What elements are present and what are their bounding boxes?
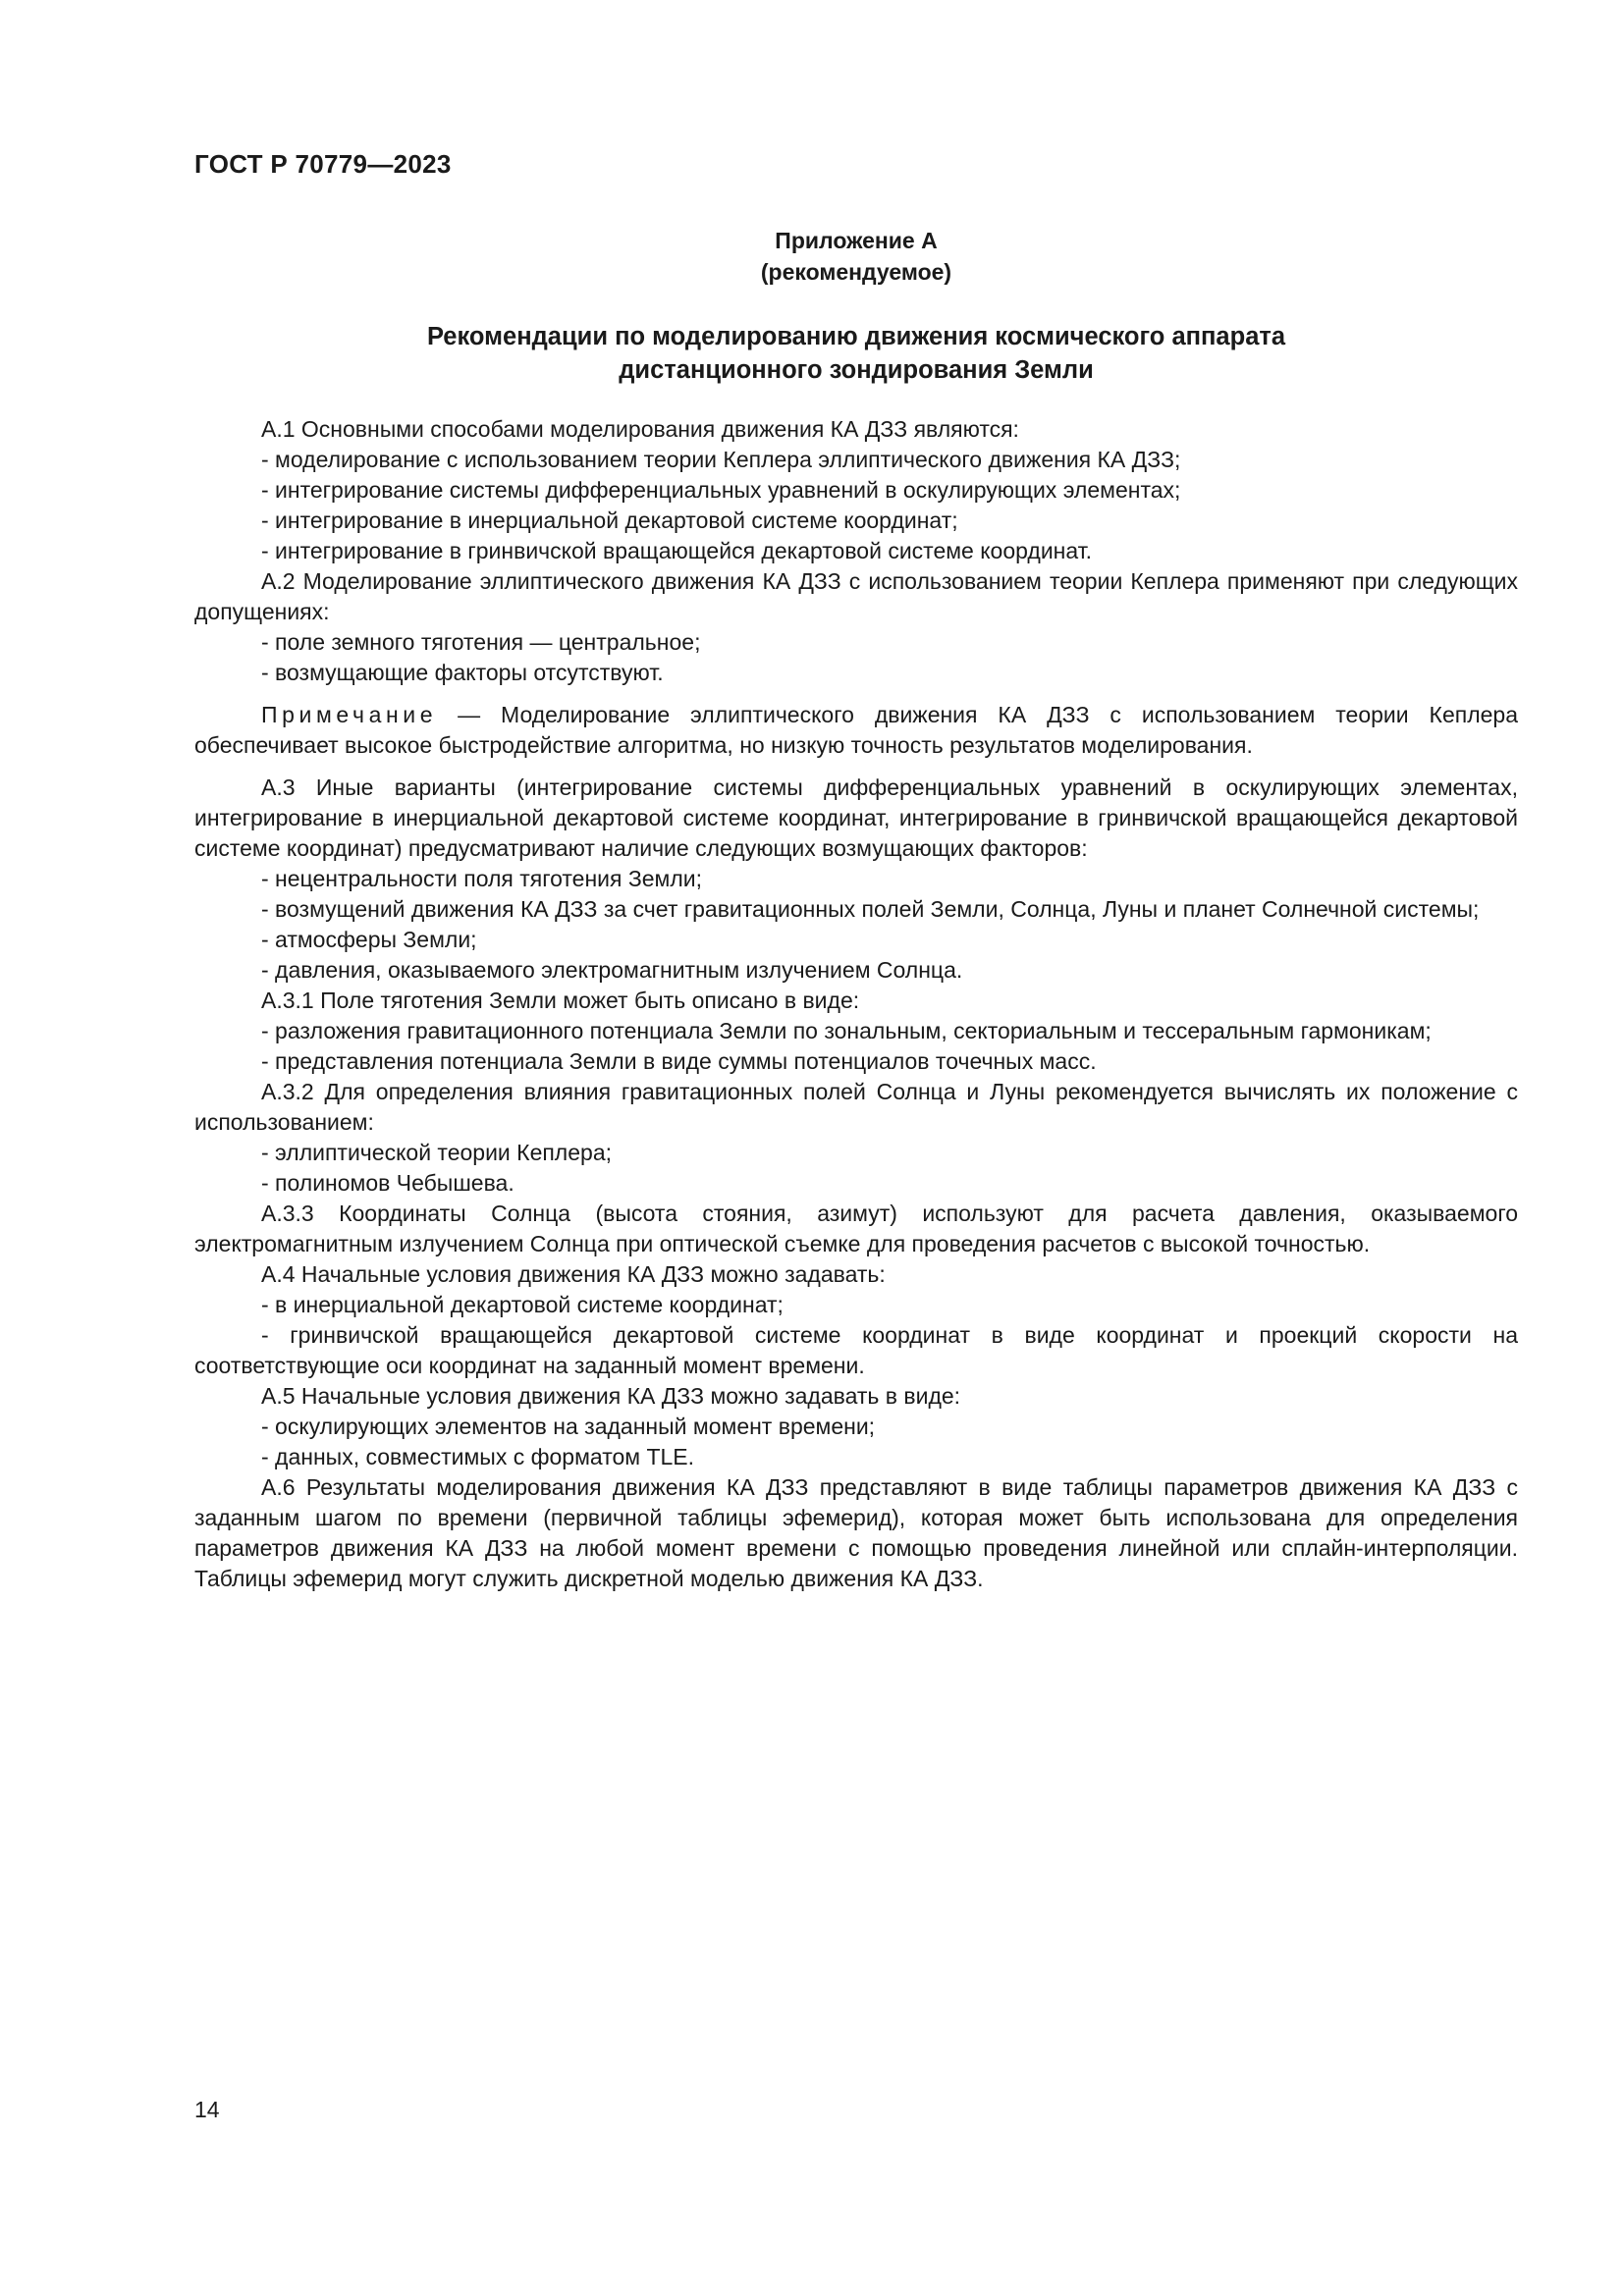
paragraph-a2: А.2 Моделирование эллиптического движения КА ДЗЗ с использованием теории Кеплера применяют при следующих допущениях: [194, 568, 1518, 624]
list-item: - возмущений движения КА ДЗЗ за счет гравитационных полей Земли, Солнца, Луны и планет Солнечной системы; [261, 896, 1480, 922]
appendix-status: (рекомендуемое) [760, 259, 952, 285]
note-label: Примечание [261, 702, 438, 727]
section-heading-line-2: дистанционного зондирования Земли [619, 356, 1094, 384]
document-designation: ГОСТ Р 70779—2023 [194, 149, 452, 179]
list-item: - оскулирующих элементов на заданный момент времени; [261, 1414, 876, 1439]
paragraph-a1: А.1 Основными способами моделирования движения КА ДЗЗ являются: [261, 416, 1019, 442]
paragraph-a5: А.5 Начальные условия движения КА ДЗЗ можно задавать в виде: [261, 1383, 961, 1409]
paragraph-a6: А.6 Результаты моделирования движения КА ДЗЗ представляют в виде таблицы параметров движения КА ДЗЗ с заданным шагом по времени (первичной таблицы эфемерид), которая может быть использована для определения параметров движения КА ДЗЗ на любой момент времени с помощью проведения линейной или сплайн-интерполяции. Таблицы эфемерид могут служить дискретной моделью движения КА ДЗЗ. [194, 1474, 1518, 1591]
list-item: - интегрирование в гринвичской вращающейся декартовой системе координат. [261, 538, 1093, 563]
body-text [194, 414, 1518, 1594]
list-item: - давления, оказываемого электромагнитным излучением Солнца. [261, 957, 963, 983]
paragraph-a3-2: А.3.2 Для определения влияния гравитационных полей Солнца и Луны рекомендуется вычислять их положение с использованием: [194, 1079, 1518, 1135]
list-item: - представления потенциала Земли в виде суммы потенциалов точечных масс. [261, 1048, 1097, 1074]
paragraph-a3-3: А.3.3 Координаты Солнца (высота стояния, азимут) используют для расчета давления, оказываемого электромагнитным излучением Солнца при оптической съемке для проведения расчетов с высокой точностью. [194, 1201, 1518, 1256]
list-item: - разложения гравитационного потенциала Земли по зональным, секториальным и тессеральным гармоникам; [261, 1018, 1432, 1043]
list-item: - интегрирование в инерциальной декартовой системе координат; [261, 507, 958, 533]
list-item: - эллиптической теории Кеплера; [261, 1140, 612, 1165]
list-item: - гринвичской вращающейся декартовой системе координат в виде координат и проекций скорости на соответствующие оси координат на заданный момент времени. [194, 1322, 1518, 1378]
paragraph-a3-1: А.3.1 Поле тяготения Земли может быть описано в виде: [261, 988, 860, 1013]
page-number: 14 [194, 2097, 220, 2122]
list-item: - нецентральности поля тяготения Земли; [261, 866, 703, 891]
appendix-title: Приложение А [775, 228, 938, 253]
paragraph-a3: А.3 Иные варианты (интегрирование системы дифференциальных уравнений в оскулирующих элементах, интегрирование в инерциальной декартовой системе координат, интегрирование в гринвичской вращающейся декартовой системе координат) предусматривают наличие следующих возмущающих факторов: [194, 774, 1518, 861]
list-item: - в инерциальной декартовой системе координат; [261, 1292, 784, 1317]
list-item: - интегрирование системы дифференциальных уравнений в оскулирующих элементах; [261, 477, 1181, 503]
list-item: - атмосферы Земли; [261, 927, 477, 952]
list-item: - моделирование с использованием теории Кеплера эллиптического движения КА ДЗЗ; [261, 447, 1181, 472]
paragraph-a4: А.4 Начальные условия движения КА ДЗЗ можно задавать: [261, 1261, 886, 1287]
note [194, 700, 1518, 761]
note-text: — Моделирование эллиптического движения КА ДЗЗ с использованием теории Кеплера обеспечивает высокое быстродействие алгоритма, но низкую точность результатов моделирования. [194, 702, 1518, 758]
list-item: - возмущающие факторы отсутствуют. [261, 660, 664, 685]
section-heading [194, 320, 1518, 387]
list-item: - данных, совместимых с форматом TLE. [261, 1444, 695, 1469]
list-item: - полиномов Чебышева. [261, 1170, 514, 1196]
section-heading-line-1: Рекомендации по моделированию движения космического аппарата [426, 323, 1286, 350]
list-item: - поле земного тяготения — центральное; [261, 629, 701, 655]
